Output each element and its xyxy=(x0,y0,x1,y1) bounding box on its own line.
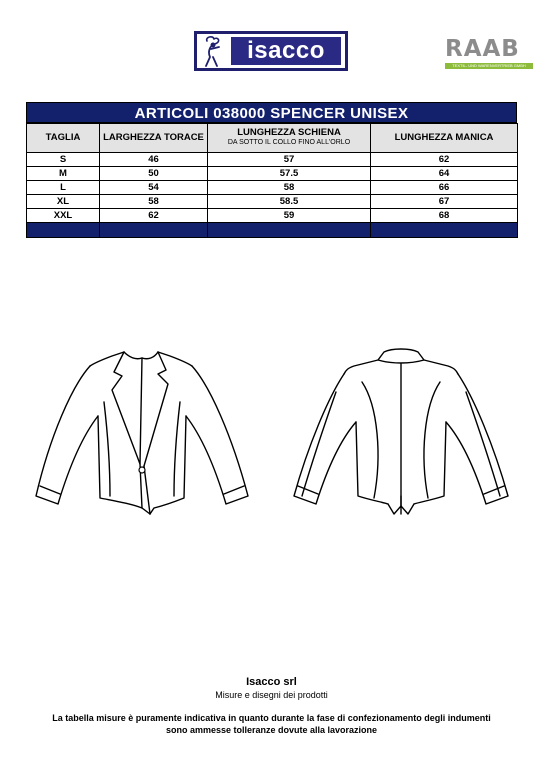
document-subtitle: Misure e disegni dei prodotti xyxy=(215,690,328,700)
isacco-logo xyxy=(194,31,348,71)
table-row xyxy=(27,209,518,223)
disclaimer-line: sono ammesse tolleranze dovute alla lavorazione xyxy=(165,725,378,735)
table-row xyxy=(27,181,518,195)
size-cell: XL xyxy=(27,195,100,209)
chest-width-cell: 46 xyxy=(100,153,208,167)
table-row xyxy=(27,153,518,167)
back-length-cell: 58 xyxy=(208,181,371,195)
size-cell: S xyxy=(27,153,100,167)
back-length-cell: 58.5 xyxy=(208,195,371,209)
chest-width-cell: 62 xyxy=(100,209,208,223)
isacco-wordmark: isacco xyxy=(231,37,341,65)
sleeve-length-cell: 68 xyxy=(371,209,518,223)
raab-logo xyxy=(445,37,533,71)
disclaimer-line: La tabella misure è puramente indicativa in quanto durante la fase di confezionamento degli indumenti xyxy=(52,713,491,723)
sleeve-length-cell: 66 xyxy=(371,181,518,195)
column-header: LUNGHEZZA SCHIENA DA SOTTO IL COLLO FINO ALL'ORLO xyxy=(208,124,371,153)
table-row xyxy=(27,167,518,181)
size-table xyxy=(26,123,518,238)
jacket-back-drawing xyxy=(290,346,512,522)
size-chart-title: ARTICOLI 038000 SPENCER UNISEX xyxy=(26,102,517,123)
table-footer-bar xyxy=(27,223,518,238)
table-row xyxy=(27,195,518,209)
company-name: Isacco srl xyxy=(246,676,297,688)
sleeve-length-cell: 62 xyxy=(371,153,518,167)
column-subheader: DA SOTTO IL COLLO FINO ALL'ORLO xyxy=(227,139,351,146)
raab-tagline: TEXTIL- UND WARENVERTRIEB GMBH xyxy=(445,63,533,69)
chest-width-cell: 50 xyxy=(100,167,208,181)
raab-wordmark: RAAB xyxy=(445,36,520,62)
size-chart xyxy=(26,102,517,238)
sleeve-length-cell: 67 xyxy=(371,195,518,209)
size-cell: M xyxy=(27,167,100,181)
back-length-cell: 57.5 xyxy=(208,167,371,181)
size-cell: L xyxy=(27,181,100,195)
chest-width-cell: 58 xyxy=(100,195,208,209)
column-header: LUNGHEZZA MANICA xyxy=(371,124,518,153)
table-header-row xyxy=(27,124,518,153)
disclaimer xyxy=(40,712,503,736)
back-length-cell: 57 xyxy=(208,153,371,167)
sleeve-length-cell: 64 xyxy=(371,167,518,181)
chest-width-cell: 54 xyxy=(100,181,208,195)
column-header: TAGLIA xyxy=(27,124,100,153)
column-header: LARGHEZZA TORACE xyxy=(100,124,208,153)
back-length-cell: 59 xyxy=(208,209,371,223)
size-cell: XXL xyxy=(27,209,100,223)
jacket-front-drawing xyxy=(32,346,252,522)
chef-figure-icon xyxy=(199,35,229,67)
